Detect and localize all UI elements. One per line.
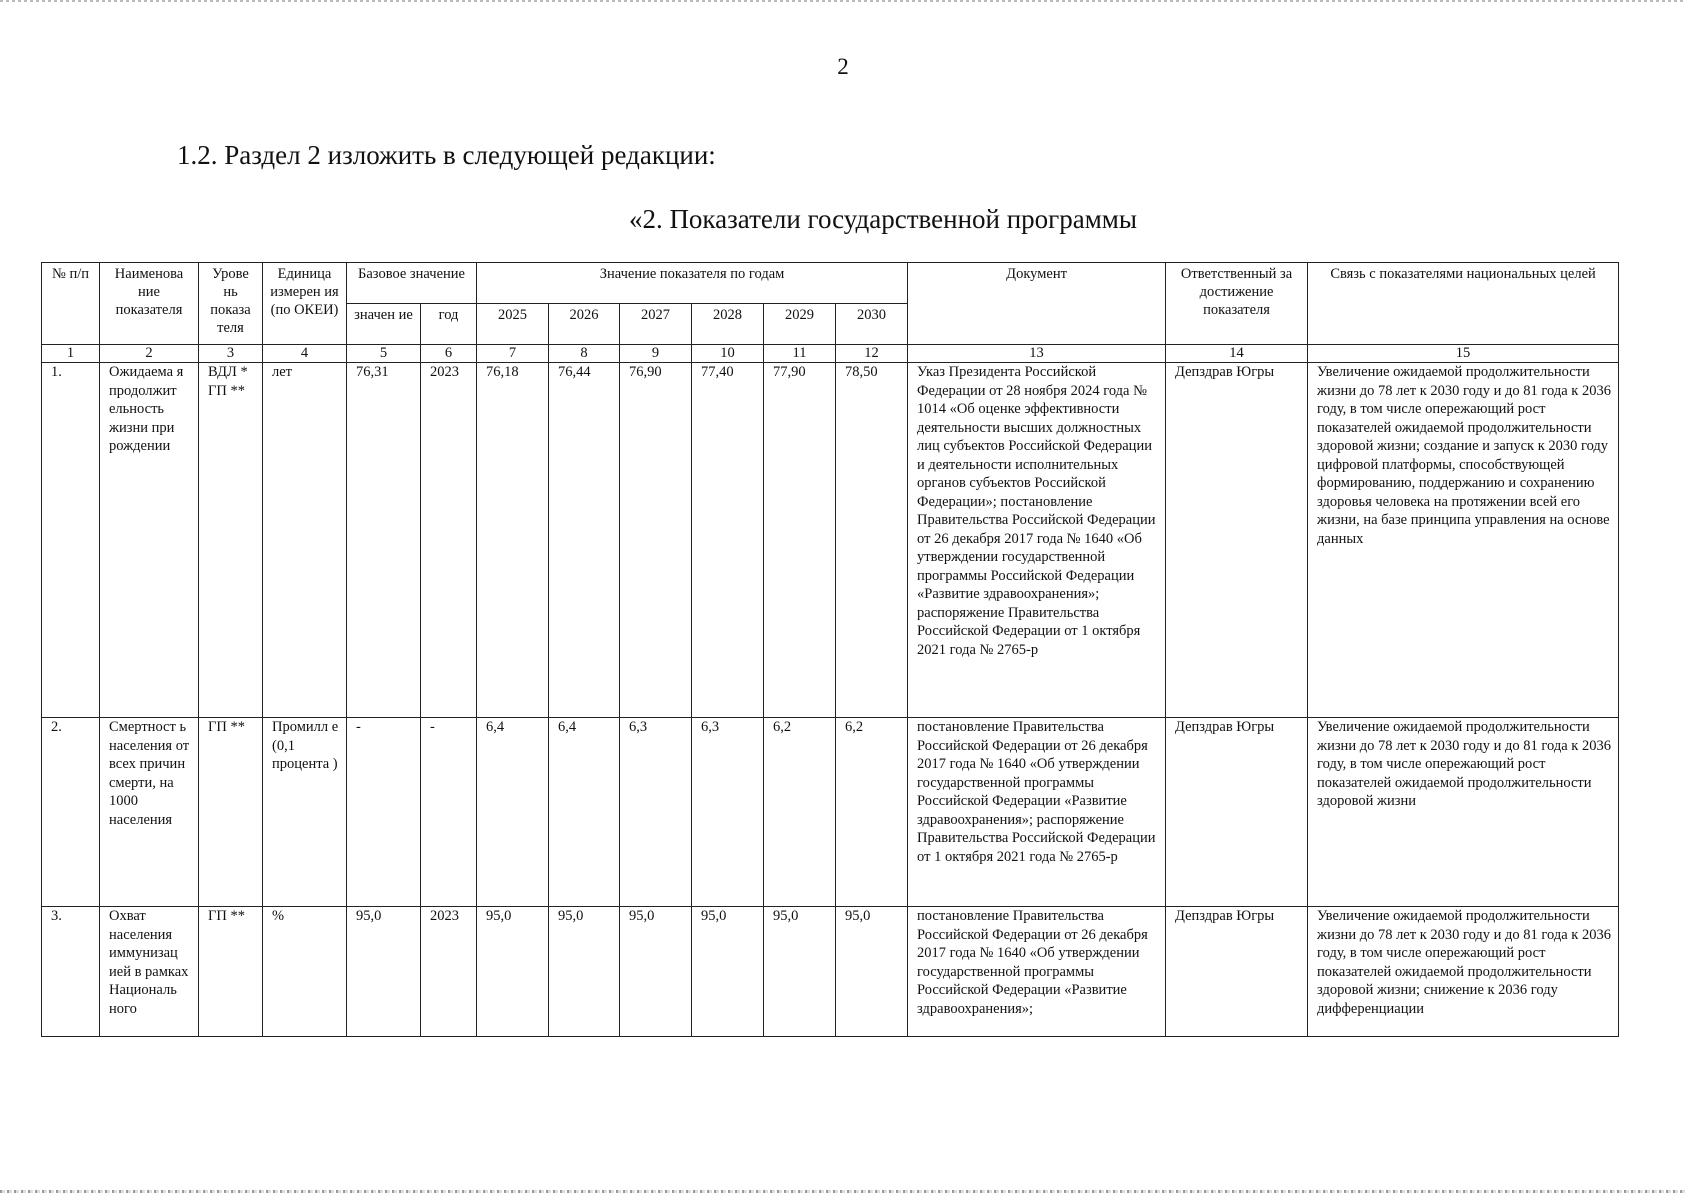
header-name: Наименова ние показателя: [100, 263, 199, 345]
column-number: 5: [347, 345, 421, 363]
year-value: 6,3: [692, 718, 764, 907]
year-value: 6,4: [549, 718, 620, 907]
indicator-level: ГП **: [199, 718, 263, 907]
year-value: 76,90: [620, 363, 692, 718]
indicator-unit: %: [263, 907, 347, 1037]
header-responsible: Ответственный за достижение показателя: [1166, 263, 1308, 345]
row-num: 3.: [42, 907, 100, 1037]
column-number: 11: [764, 345, 836, 363]
header-level: Урове нь показа теля: [199, 263, 263, 345]
year-value: 76,44: [549, 363, 620, 718]
scan-edge-top: [0, 0, 1686, 2]
responsible-body: Депздрав Югры: [1166, 718, 1308, 907]
year-value: 95,0: [692, 907, 764, 1037]
indicator-unit: Промилл е (0,1 процента ): [263, 718, 347, 907]
year-value: 95,0: [477, 907, 549, 1037]
indicator-level: ГП **: [199, 907, 263, 1037]
document-text: постановление Правительства Российской Федерации от 26 декабря 2017 года № 1640 «Об утверждении государственной программы Российской Федерации «Развитие здравоохранения»;: [908, 907, 1166, 1037]
header-year: 2030: [836, 304, 908, 345]
header-year: 2028: [692, 304, 764, 345]
document-text: Указ Президента Российской Федерации от 28 ноября 2024 года № 1014 «Об оценке эффективности деятельности высших должностных лиц субъектов Российской Федерации и деятельности исполнительных органов субъектов Российской Федерации»; постановление Правительства Российской Федерации от 26 декабря 2017 года № 1640 «Об утверждении государственной программы Российской Федерации «Развитие здравоохранения»; распоряжение Правительства Российской Федерации от 1 октября 2021 года № 2765-р: [908, 363, 1166, 718]
indicator-name: Смертност ь населения от всех причин смерти, на 1000 населения: [100, 718, 199, 907]
responsible-body: Депздрав Югры: [1166, 907, 1308, 1037]
indicators-table: [41, 262, 1619, 1037]
year-value: 95,0: [549, 907, 620, 1037]
indicator-name: Ожидаема я продолжит ельность жизни при рождении: [100, 363, 199, 718]
header-row: [42, 263, 1619, 304]
column-number: 4: [263, 345, 347, 363]
base-year: 2023: [421, 907, 477, 1037]
column-number: 3: [199, 345, 263, 363]
national-goal-link: Увеличение ожидаемой продолжительности жизни до 78 лет к 2030 году и до 81 года к 2036 году, в том числе опережающий рост показателей ожидаемой продолжительности здоровой жизни; снижение к 2036 году дифференциации: [1308, 907, 1619, 1037]
column-number: 9: [620, 345, 692, 363]
header-base-value: значен ие: [347, 304, 421, 345]
column-number: 2: [100, 345, 199, 363]
indicator-level: ВДЛ * ГП **: [199, 363, 263, 718]
document-text: постановление Правительства Российской Федерации от 26 декабря 2017 года № 1640 «Об утверждении государственной программы Российской Федерации «Развитие здравоохранения»; распоряжение Правительства Российской Федерации от 1 октября 2021 года № 2765-р: [908, 718, 1166, 907]
column-number: 1: [42, 345, 100, 363]
responsible-body: Депздрав Югры: [1166, 363, 1308, 718]
amendment-intro: 1.2. Раздел 2 изложить в следующей редакции:: [177, 140, 716, 170]
column-number: 15: [1308, 345, 1619, 363]
base-year: 2023: [421, 363, 477, 718]
base-year: -: [421, 718, 477, 907]
base-value: -: [347, 718, 421, 907]
table-row: [42, 718, 1619, 907]
year-value: 77,40: [692, 363, 764, 718]
year-value: 76,18: [477, 363, 549, 718]
column-number: 8: [549, 345, 620, 363]
page-number: 2: [837, 54, 849, 79]
column-number: 13: [908, 345, 1166, 363]
header-num: № п/п: [42, 263, 100, 345]
column-number: 10: [692, 345, 764, 363]
header-base-year: год: [421, 304, 477, 345]
header-unit: Единица измерен ия (по ОКЕИ): [263, 263, 347, 345]
year-value: 6,3: [620, 718, 692, 907]
scan-edge-bottom: [0, 1190, 1686, 1193]
table-row: [42, 907, 1619, 1037]
indicator-name: Охват населения иммунизац ией в рамках Националь ного: [100, 907, 199, 1037]
header-year: 2027: [620, 304, 692, 345]
base-value: 95,0: [347, 907, 421, 1037]
year-value: 6,4: [477, 718, 549, 907]
section-title: «2. Показатели государственной программы: [628, 204, 1138, 234]
year-value: 6,2: [836, 718, 908, 907]
national-goal-link: Увеличение ожидаемой продолжительности жизни до 78 лет к 2030 году и до 81 года к 2036 году, в том числе опережающий рост показателей ожидаемой продолжительности здоровой жизни; создание и запуск к 2030 году цифровой платформы, способствующей формированию, поддержанию и сохранению здоровья человека на протяжении всей его жизни, на базе принципа управления на основе данных: [1308, 363, 1619, 718]
header-link: Связь с показателями национальных целей: [1308, 263, 1619, 345]
column-number-row: [42, 345, 1619, 363]
header-base: Базовое значение: [347, 263, 477, 304]
header-year: 2029: [764, 304, 836, 345]
column-number: 12: [836, 345, 908, 363]
year-value: 95,0: [764, 907, 836, 1037]
row-num: 1.: [42, 363, 100, 718]
row-num: 2.: [42, 718, 100, 907]
header-year: 2025: [477, 304, 549, 345]
header-year: 2026: [549, 304, 620, 345]
year-value: 95,0: [836, 907, 908, 1037]
year-value: 78,50: [836, 363, 908, 718]
header-document: Документ: [908, 263, 1166, 345]
national-goal-link: Увеличение ожидаемой продолжительности жизни до 78 лет к 2030 году и до 81 года к 2036 году, в том числе опережающий рост показателей ожидаемой продолжительности здоровой жизни: [1308, 718, 1619, 907]
year-value: 6,2: [764, 718, 836, 907]
column-number: 14: [1166, 345, 1308, 363]
column-number: 6: [421, 345, 477, 363]
year-value: 95,0: [620, 907, 692, 1037]
table-row: [42, 363, 1619, 718]
column-number: 7: [477, 345, 549, 363]
year-value: 77,90: [764, 363, 836, 718]
base-value: 76,31: [347, 363, 421, 718]
header-years-group: Значение показателя по годам: [477, 263, 908, 304]
indicator-unit: лет: [263, 363, 347, 718]
